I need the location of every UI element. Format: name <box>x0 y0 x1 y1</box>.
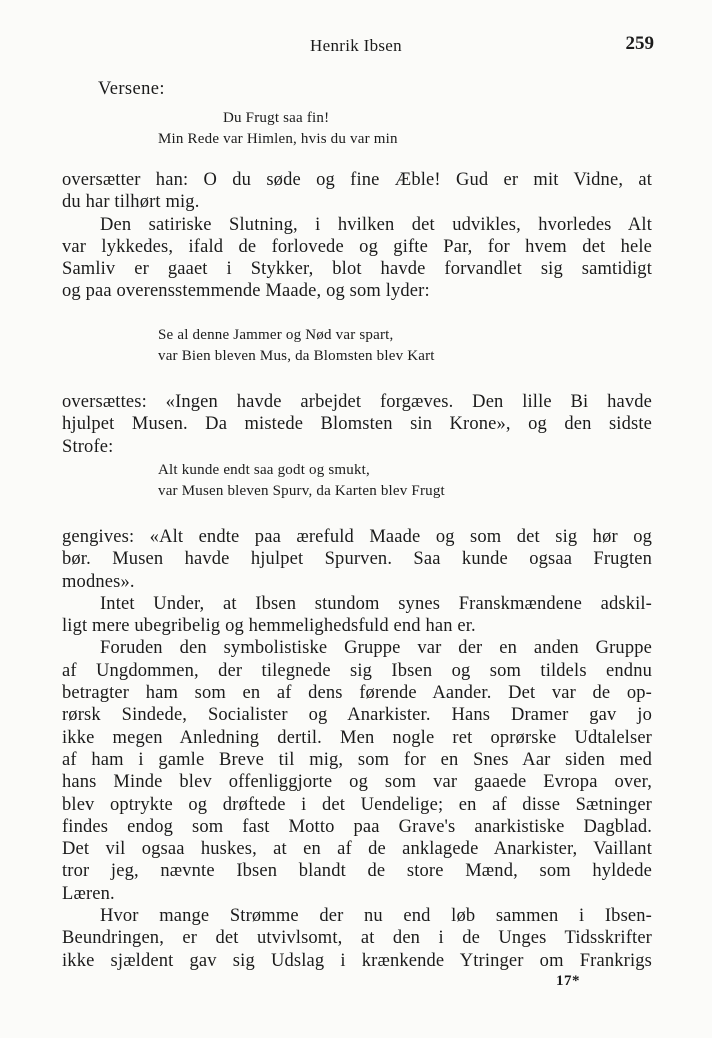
text-line: betragter ham som en af dens førende Aander. Det var de op- <box>62 683 652 704</box>
text-line: Den satiriske Slutning, i hvilken det udvikles, hvorledes Alt <box>100 214 652 235</box>
paragraph-2 <box>62 391 652 458</box>
verse-line: Du Frugt saa fin! <box>223 110 330 126</box>
paragraph-3 <box>62 526 652 972</box>
running-header: Henrik Ibsen <box>310 36 402 55</box>
text-line: modnes». <box>62 571 135 592</box>
text-line: Foruden den symbolistiske Gruppe var der en anden Gruppe <box>100 638 652 659</box>
text-line: oversætter han: O du søde og fine Æble! Gud er mit Vidne, at <box>62 170 652 190</box>
text-line: Det vil ogsaa huskes, at en af de anklagede Anarkister, Vaillant <box>62 839 652 860</box>
text-line: var lykkedes, ifald de forlovede og gifte Par, for hvem det hele <box>62 236 652 257</box>
text-line: Samliv er gaaet i Stykker, blot havde forvandlet sig samtidigt <box>62 259 652 280</box>
text-line: hans Minde blev offenliggjorte og som var gaaede Evropa over, <box>62 772 652 793</box>
text-line: bør. Musen havde hjulpet Spurven. Saa kunde ogsaa Frugten <box>62 549 652 570</box>
verse-line: var Bien bleven Mus, da Blomsten blev Kart <box>158 348 435 364</box>
text-line: ligt mere ubegribelig og hemmelighedsfuld end han er. <box>62 616 476 637</box>
verse-line: Min Rede var Himlen, hvis du var min <box>158 131 398 147</box>
text-line: oversættes: «Ingen havde arbejdet forgæves. Den lille Bi havde <box>62 392 652 412</box>
text-line: af Ungdommen, der tilegnede sig Ibsen og som tildels endnu <box>62 660 652 681</box>
verse-line: Alt kunde endt saa godt og smukt, <box>158 462 370 478</box>
verse-block-3 <box>158 460 445 502</box>
text-line: rørsk Sindede, Socialister og Anarkister. Hans Dramer gav jo <box>62 705 652 726</box>
text-line: af ham i gamle Breve til mig, som for en Snes Aar siden med <box>62 749 652 770</box>
text-line: Læren. <box>62 883 115 904</box>
text-line: ikke megen Anledning dertil. Men nogle ret oprørske Udtalelser <box>62 727 652 748</box>
verse-block-2 <box>158 325 435 367</box>
text-line: Intet Under, at Ibsen stundom synes Franskmændene adskil- <box>100 593 652 614</box>
text-line: blev optrykte og drøftede i det Uendelige; en af disse Sætninger <box>62 794 652 815</box>
section-label: Versene: <box>98 79 165 99</box>
text-line: tror jeg, nævnte Ibsen blandt de store Mænd, som hyldede <box>62 861 652 882</box>
verse-line: var Musen bleven Spurv, da Karten blev Frugt <box>158 483 445 499</box>
page-number: 259 <box>625 33 654 54</box>
text-line: hjulpet Musen. Da mistede Blomsten sin Krone», og den sidste <box>62 414 652 435</box>
text-line: og paa overensstemmende Maade, og som lyder: <box>62 281 430 302</box>
text-line: gengives: «Alt endte paa ærefuld Maade og som det sig hør og <box>62 527 652 547</box>
text-line: Strofe: <box>62 436 114 457</box>
verse-block-1 <box>158 108 398 150</box>
verse-line: Se al denne Jammer og Nød var spart, <box>158 327 394 343</box>
text-line: Beundringen, er det utvivlsomt, at den i de Unges Tidsskrifter <box>62 928 652 949</box>
text-line: ikke sjældent gav sig Udslag i krænkende Ytringer om Frankrigs <box>62 950 652 971</box>
signature-mark: 17* <box>556 973 580 989</box>
paragraph-1 <box>62 169 652 303</box>
text-line: du har tilhørt mig. <box>62 192 200 213</box>
text-line: Hvor mange Strømme der nu end løb sammen i Ibsen- <box>100 906 652 927</box>
text-line: findes endog som fast Motto paa Grave's anarkistiske Dagblad. <box>62 816 652 837</box>
